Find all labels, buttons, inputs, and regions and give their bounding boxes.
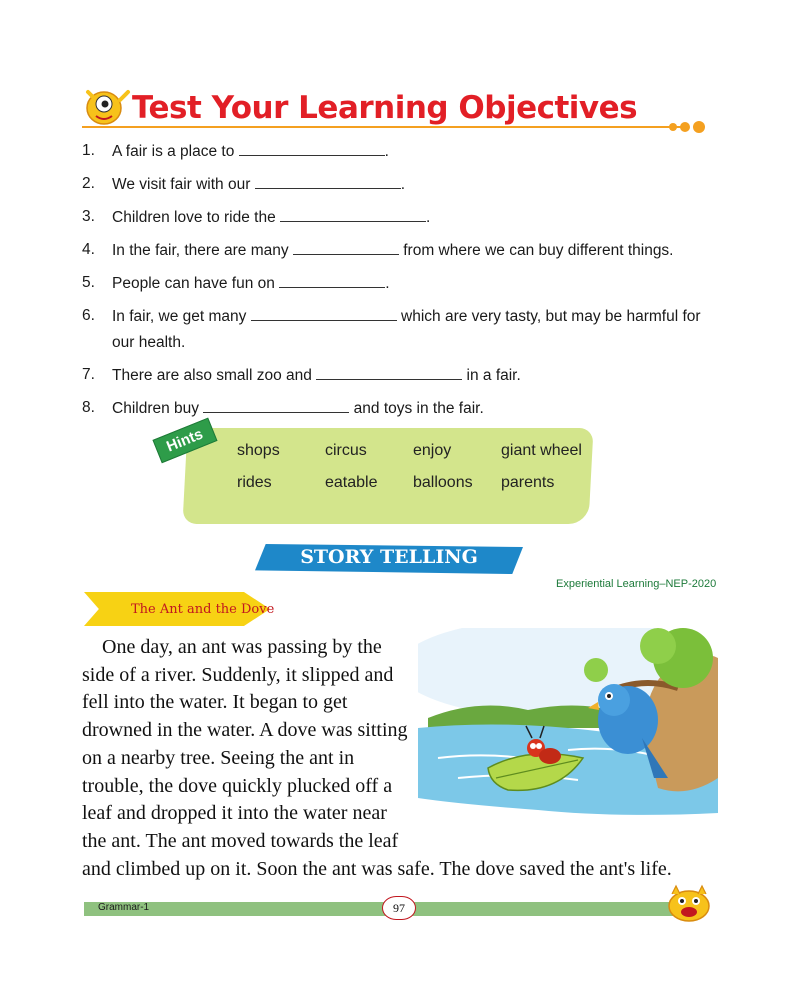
answer-blank[interactable] xyxy=(279,270,385,288)
illustration-space xyxy=(412,634,712,829)
question-item xyxy=(82,237,722,264)
question-text-end: and toys in the fair. xyxy=(353,400,484,417)
hints-panel xyxy=(155,420,595,530)
question-item xyxy=(82,171,722,198)
answer-blank[interactable] xyxy=(239,138,385,156)
hint-word: giant wheel xyxy=(501,442,582,459)
question-text-end: . xyxy=(384,143,389,160)
question-text-end: . xyxy=(400,176,406,193)
answer-blank[interactable] xyxy=(255,171,401,189)
question-item xyxy=(82,303,722,356)
hint-word: circus xyxy=(325,442,367,459)
question-number: 3. xyxy=(82,208,95,225)
answer-blank[interactable] xyxy=(280,204,426,222)
story-title: The Ant and the Dove xyxy=(131,602,275,617)
story-title-tag xyxy=(84,592,275,626)
dots-icon xyxy=(668,120,708,134)
question-number: 2. xyxy=(82,175,95,192)
question-item xyxy=(82,362,722,389)
question-text: People can have fun on xyxy=(112,275,275,292)
mascot-icon xyxy=(82,80,132,130)
heading-divider xyxy=(82,126,682,128)
hint-word: enjoy xyxy=(413,442,452,459)
question-number: 4. xyxy=(82,241,95,258)
hints-grid xyxy=(237,442,601,492)
question-number: 8. xyxy=(82,399,95,416)
question-item xyxy=(82,270,722,297)
question-number: 7. xyxy=(82,366,95,383)
hint-word: rides xyxy=(237,474,272,491)
story-paragraph xyxy=(82,634,712,883)
book-label: Grammar-1 xyxy=(98,902,150,913)
question-text-end: which are very tasty, but may be harmful for our health. xyxy=(112,308,701,351)
question-text: In the fair, there are many xyxy=(112,242,289,259)
question-number: 5. xyxy=(82,274,95,291)
question-number: 6. xyxy=(82,307,95,324)
answer-blank[interactable] xyxy=(203,395,349,413)
hint-word: balloons xyxy=(413,474,473,491)
question-text-end: . xyxy=(385,275,390,292)
question-text: A fair is a place to xyxy=(112,143,235,160)
page-number: 97 xyxy=(382,896,416,920)
question-item xyxy=(82,138,722,165)
question-item xyxy=(82,204,722,231)
answer-blank[interactable] xyxy=(316,362,462,380)
question-number: 1. xyxy=(82,142,95,159)
banner-title: STORY TELLING xyxy=(300,546,478,568)
answer-blank[interactable] xyxy=(293,237,399,255)
answer-blank[interactable] xyxy=(251,303,397,321)
question-text: In fair, we get many xyxy=(112,308,247,325)
story-telling-banner xyxy=(255,538,523,578)
question-text-end: . xyxy=(426,209,431,226)
question-text-end: from where we can buy different things. xyxy=(403,242,674,259)
hint-word: parents xyxy=(501,474,555,491)
question-item xyxy=(82,395,722,422)
question-text: There are also small zoo and xyxy=(112,367,312,384)
footer-bar xyxy=(84,902,678,916)
hints-label: Hints xyxy=(152,418,217,463)
question-text-end: in a fair. xyxy=(466,367,521,384)
question-text: Children love to ride the xyxy=(112,209,276,226)
hint-word: shops xyxy=(237,442,280,459)
question-list xyxy=(82,138,722,428)
story-text: One day, an ant was passing by the side of a river. Suddenly, it slipped and fell into the water. It began to get drowned in the water. A dove was sitting on a nearby tree. Seeing the ant in trouble, the dove quickly plucked off a leaf and dropped it into the water near the ant. The ant moved towards the leaf and climbed up on it. Soon the ant was safe. The dove saved the ant's life. xyxy=(82,636,672,880)
page-title: Test Your Learning Objectives xyxy=(132,90,638,126)
question-text: Children buy xyxy=(112,400,200,417)
question-text: We visit fair with our xyxy=(112,176,251,193)
monster-mascot-icon xyxy=(664,882,714,922)
hint-word: eatable xyxy=(325,474,378,491)
nep-note: Experiential Learning–NEP-2020 xyxy=(556,578,717,590)
page-heading xyxy=(82,80,722,140)
page-footer xyxy=(84,896,716,920)
